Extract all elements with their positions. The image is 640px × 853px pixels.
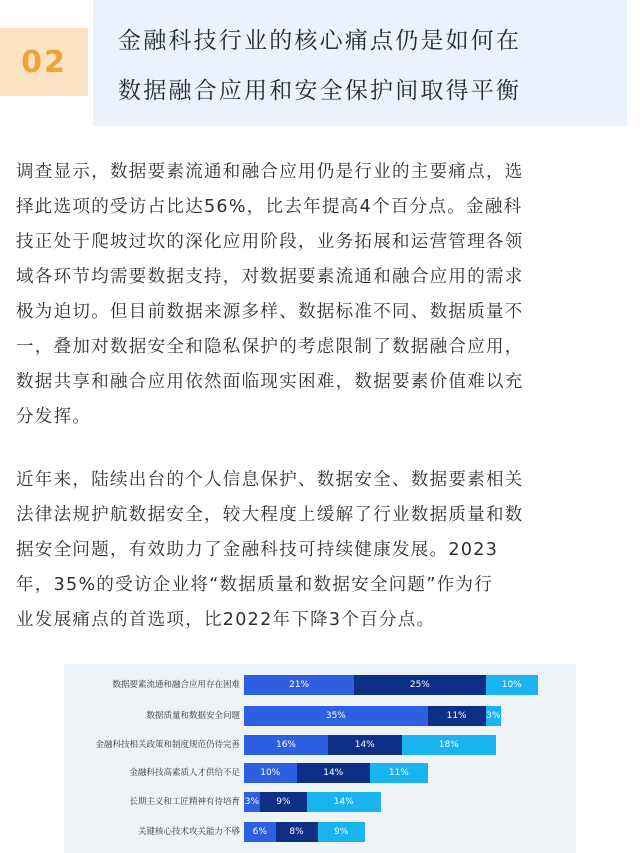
bar-segment: 6% <box>244 822 276 842</box>
section-title-line-2: 数据融合应用和安全保护间取得平衡 <box>118 78 522 104</box>
bar-segment: 21% <box>244 675 354 695</box>
bar-segment: 3% <box>486 706 502 726</box>
chart-row <box>64 675 576 695</box>
category-label: 长期主义和工匠精神有待培育 <box>129 797 240 807</box>
chart-row <box>64 792 576 812</box>
category-label: 金融科技相关政策和制度规范仍待完善 <box>95 740 240 750</box>
paragraph-line: 域各环节均需要数据支持，对数据要素流通和融合应用的需求 <box>16 267 524 287</box>
category-label: 关键核心技术攻关能力不够 <box>137 827 240 837</box>
bar-segment: 9% <box>318 822 365 842</box>
paragraph-line: 法律法规护航数据安全，较大程度上缓解了行业数据质量和数 <box>16 505 524 525</box>
stacked-bar-chart <box>64 664 576 853</box>
section-title-box <box>93 0 627 126</box>
category-label: 数据质量和数据安全问题 <box>146 711 240 721</box>
paragraph-line: 近年来，陆续出台的个人信息保护、数据安全、数据要素相关 <box>16 470 524 490</box>
category-label: 金融科技高素质人才供给不足 <box>129 768 240 778</box>
bar-segment: 8% <box>276 822 318 842</box>
bar-stack <box>244 706 501 726</box>
bar-segment: 25% <box>354 675 485 695</box>
bar-segment: 35% <box>244 706 428 726</box>
bar-segment: 11% <box>370 763 428 783</box>
paragraph-line: 分发挥。 <box>16 407 92 427</box>
bar-segment: 18% <box>402 735 497 755</box>
bar-stack <box>244 675 538 695</box>
paragraph-line: 技正处于爬坡过坎的深化应用阶段，业务拓展和运营管理各领 <box>16 232 524 252</box>
paragraph-line: 择此选项的受访占比达56%，比去年提高4个百分点。金融科 <box>16 197 523 217</box>
bar-segment: 11% <box>428 706 486 726</box>
category-label: 数据要素流通和融合应用存在困难 <box>112 680 240 690</box>
chart-row <box>64 822 576 842</box>
bar-stack <box>244 735 496 755</box>
bar-stack <box>244 763 428 783</box>
section-number-badge <box>0 28 88 96</box>
bar-segment: 10% <box>244 763 297 783</box>
section-number: 02 <box>21 44 67 80</box>
bar-segment: 14% <box>307 792 381 812</box>
paragraph-1 <box>16 155 624 435</box>
paragraph-line: 业发展痛点的首选项，比2022年下降3个百分点。 <box>16 610 436 630</box>
paragraph-line: 调查显示，数据要素流通和融合应用仍是行业的主要痛点，选 <box>16 162 524 182</box>
paragraph-line: 数据共享和融合应用依然面临现实困难，数据要素价值难以充 <box>16 372 524 392</box>
bar-segment: 14% <box>328 735 402 755</box>
paragraph-2 <box>16 463 624 638</box>
paragraph-line: 一，叠加对数据安全和隐私保护的考虑限制了数据融合应用， <box>16 337 524 357</box>
chart-row <box>64 735 576 755</box>
bar-segment: 16% <box>244 735 328 755</box>
paragraph-line: 极为迫切。但目前数据来源多样、数据标准不同、数据质量不 <box>16 302 524 322</box>
section-title-line-1: 金融科技行业的核心痛点仍是如何在 <box>118 28 522 54</box>
paragraph-line: 据安全问题，有效助力了金融科技可持续健康发展。2023 <box>16 540 499 560</box>
bar-segment: 3% <box>244 792 260 812</box>
bar-segment: 10% <box>486 675 539 695</box>
bar-stack <box>244 792 381 812</box>
bar-segment: 9% <box>260 792 307 812</box>
chart-row <box>64 706 576 726</box>
chart-row <box>64 763 576 783</box>
bar-stack <box>244 822 365 842</box>
bar-segment: 14% <box>297 763 371 783</box>
paragraph-line: 年，35%的受访企业将“数据质量和数据安全问题”作为行 <box>16 575 494 595</box>
